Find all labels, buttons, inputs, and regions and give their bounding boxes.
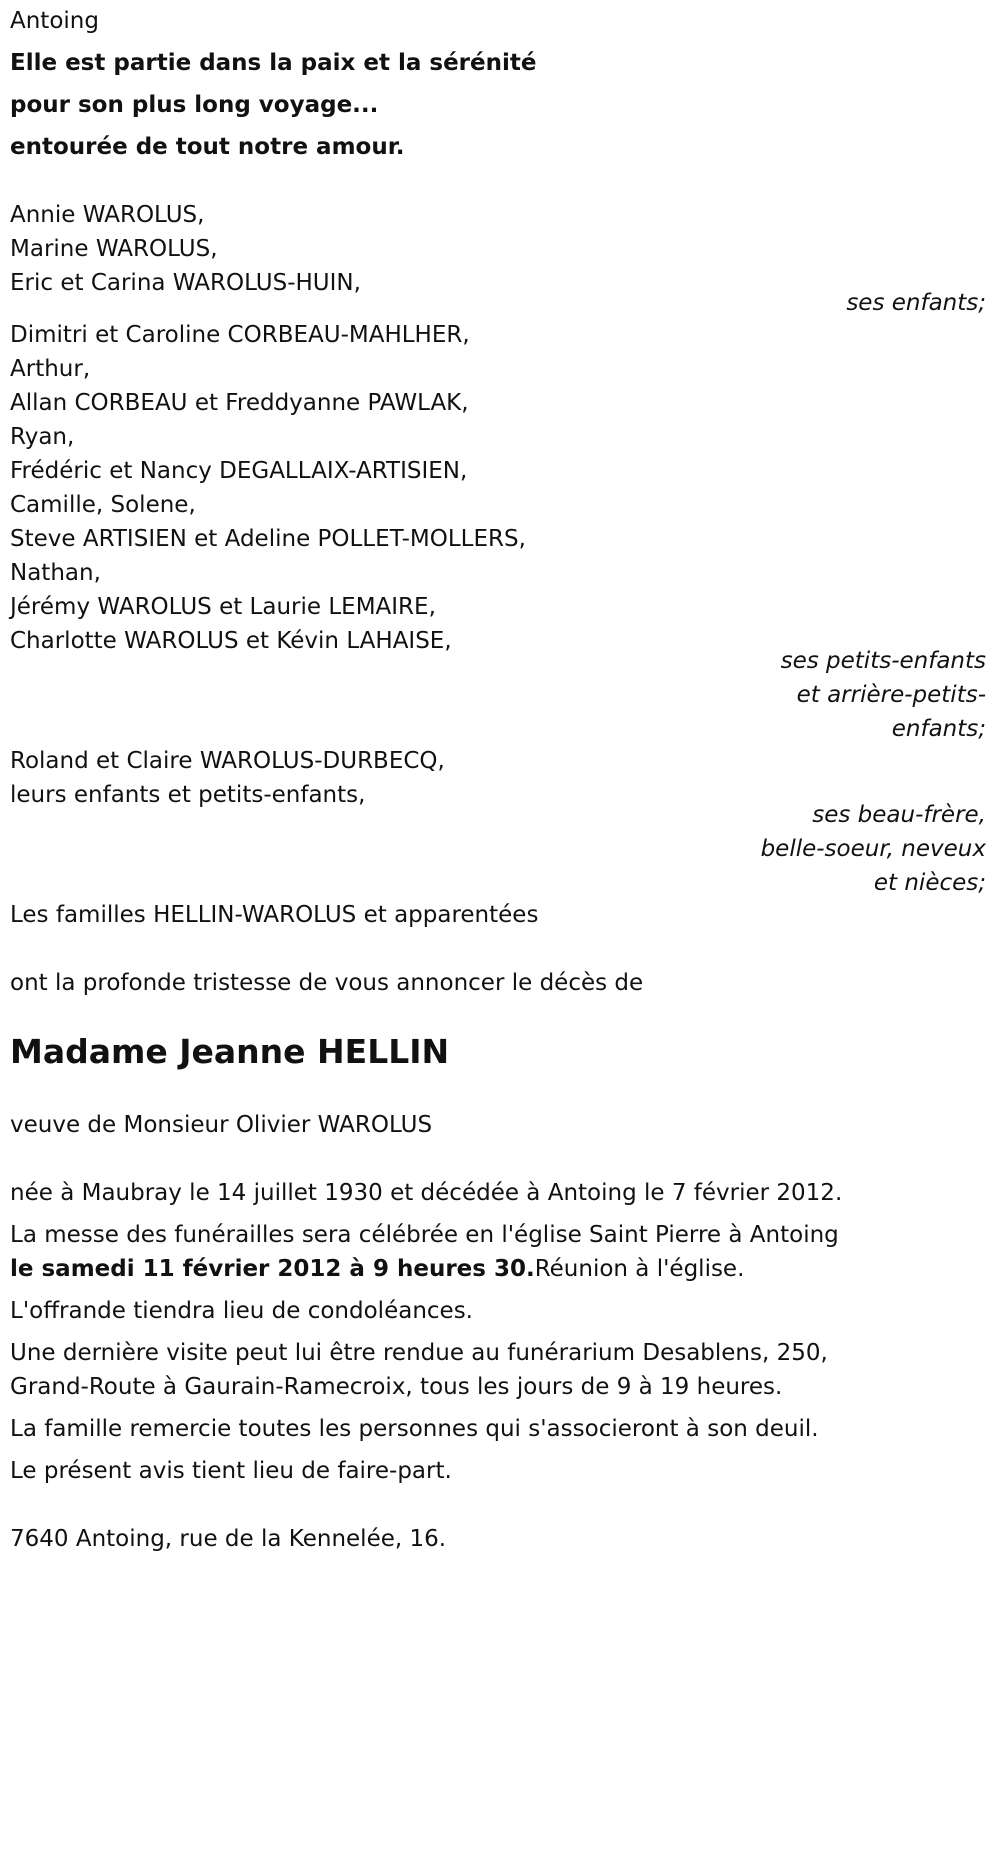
child-2: Marine WAROLUS, (10, 236, 218, 262)
families-line: Les familles HELLIN-WAROLUS et apparentées (10, 902, 539, 928)
child-3: Eric et Carina WAROLUS-HUIN, (10, 270, 361, 296)
grandchild-8: Nathan, (10, 560, 101, 586)
grandchildren-label-1: ses petits-enfants (780, 648, 986, 674)
inlaws-label-3: et nièces; (873, 870, 986, 896)
notice-line: Le présent avis tient lieu de faire-part. (10, 1458, 452, 1484)
grandchildren-label-3: enfants; (891, 716, 986, 742)
inlaw-2: leurs enfants et petits-enfants, (10, 782, 366, 808)
inlaws-label-1: ses beau-frère, (812, 802, 986, 828)
intro-line-2: pour son plus long voyage... (10, 92, 379, 118)
address-line: 7640 Antoing, rue de la Kennelée, 16. (10, 1526, 447, 1552)
visit-line-1: Une dernière visite peut lui être rendue au funérarium Desablens, 250, (10, 1340, 828, 1366)
child-1: Annie WAROLUS, (10, 202, 205, 228)
visit-line-2: Grand-Route à Gaurain-Ramecroix, tous les jours de 9 à 19 heures. (10, 1374, 783, 1400)
mass-date: le samedi 11 février 2012 à 9 heures 30. (10, 1256, 535, 1282)
deceased-name: Madame Jeanne HELLIN (10, 1032, 450, 1071)
thanks-line: La famille remercie toutes les personnes qui s'associeront à son deuil. (10, 1416, 819, 1442)
intro-line-3: entourée de tout notre amour. (10, 134, 405, 160)
grandchildren-label-2: et arrière-petits- (796, 682, 986, 708)
inlaw-1: Roland et Claire WAROLUS-DURBECQ, (10, 748, 445, 774)
grandchild-4: Ryan, (10, 424, 75, 450)
grandchild-3: Allan CORBEAU et Freddyanne PAWLAK, (10, 390, 469, 416)
grandchild-7: Steve ARTISIEN et Adeline POLLET-MOLLERS, (10, 526, 526, 552)
grandchild-6: Camille, Solene, (10, 492, 196, 518)
offering-line: L'offrande tiendra lieu de condoléances. (10, 1298, 473, 1324)
grandchild-2: Arthur, (10, 356, 91, 382)
mass-line: La messe des funérailles sera célébrée en l'église Saint Pierre à Antoing (10, 1222, 839, 1248)
intro-line-1: Elle est partie dans la paix et la sérénité (10, 50, 537, 76)
grandchild-10: Charlotte WAROLUS et Kévin LAHAISE, (10, 628, 452, 654)
inlaws-label-2: belle-soeur, neveux (760, 836, 986, 862)
widow-of-line: veuve de Monsieur Olivier WAROLUS (10, 1112, 433, 1138)
grandchild-5: Frédéric et Nancy DEGALLAIX-ARTISIEN, (10, 458, 468, 484)
announcement-line: ont la profonde tristesse de vous annoncer le décès de (10, 970, 644, 996)
place-heading: Antoing (10, 8, 99, 34)
grandchild-9: Jérémy WAROLUS et Laurie LEMAIRE, (10, 594, 436, 620)
mass-date-line (10, 1252, 744, 1286)
birth-death-line: née à Maubray le 14 juillet 1930 et décédée à Antoing le 7 février 2012. (10, 1180, 843, 1206)
mass-meeting: Réunion à l'église. (534, 1256, 745, 1282)
grandchild-1: Dimitri et Caroline CORBEAU-MAHLHER, (10, 322, 470, 348)
children-label: ses enfants; (846, 290, 986, 316)
